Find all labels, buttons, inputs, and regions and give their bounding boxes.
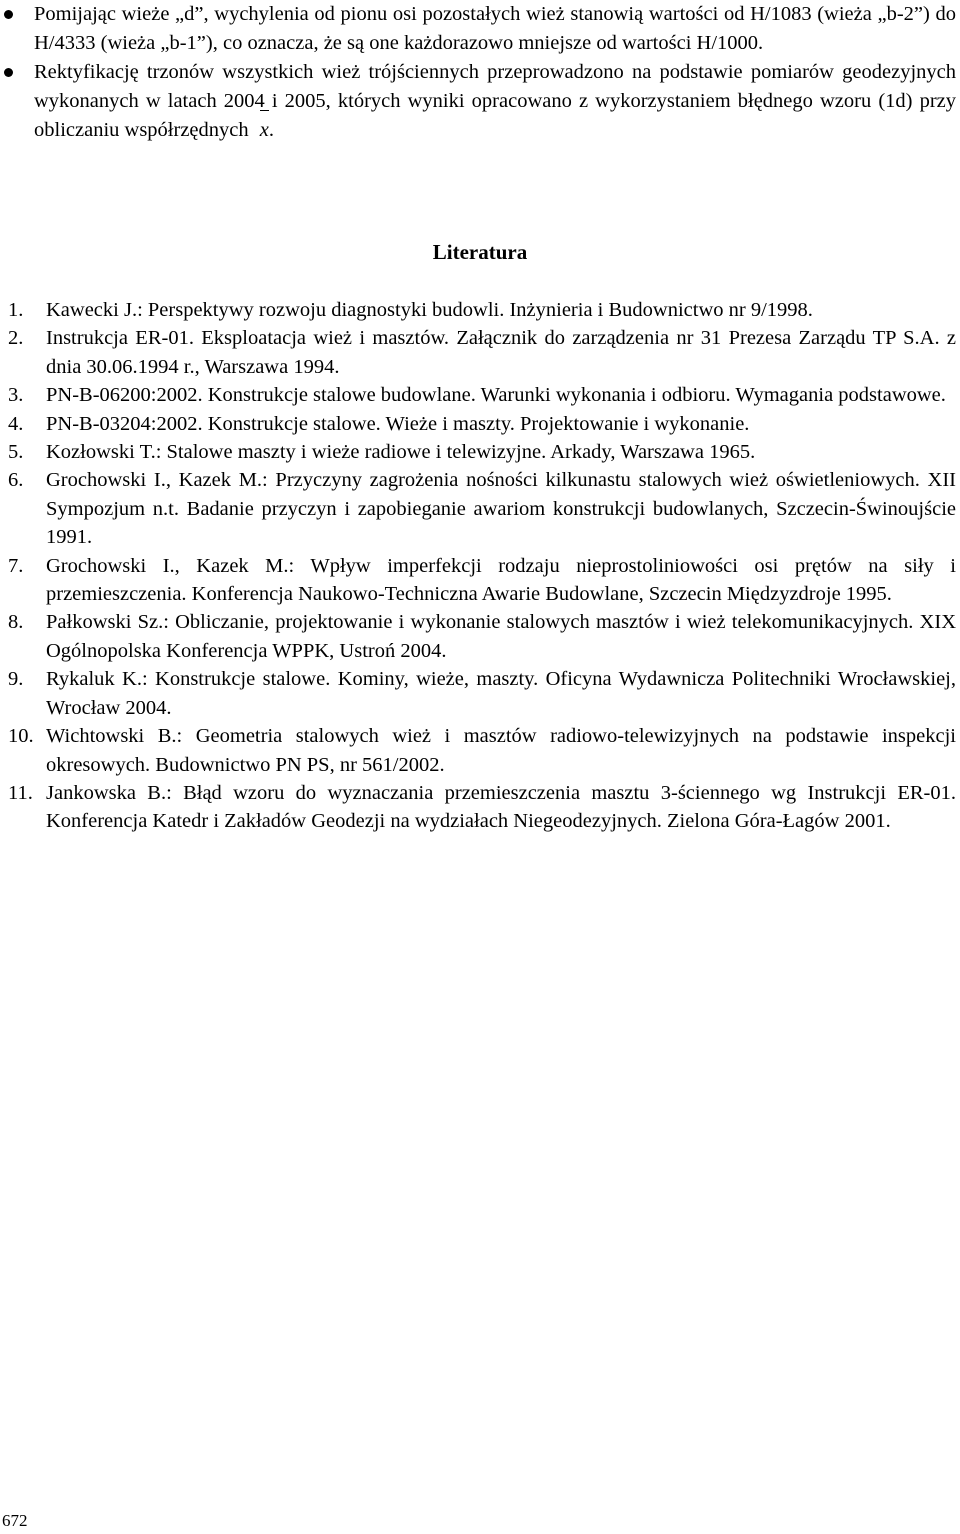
reference-text: Pałkowski Sz.: Obliczanie, projektowanie i wykonanie stalowych masztów i wież telekomunikacyjnych. XIX Ogólnopolska Konferencja WPPK, Ustroń 2004. (46, 611, 956, 662)
reference-text: Kawecki J.: Perspektywy rozwoju diagnostyki budowli. Inżynieria i Budownictwo nr 9/1998. (46, 299, 813, 321)
reference-item (0, 438, 960, 466)
reference-item (0, 665, 960, 722)
bullet-list (0, 0, 960, 145)
reference-text: Grochowski I., Kazek M.: Wpływ imperfekcji rodzaju nieprostoliniowości osi prętów na siły i przemieszczenia. Konferencja Naukowo-Techniczna Awarie Budowlane, Szczecin Międzyzdroje 1995. (46, 554, 956, 606)
reference-number: 1. (8, 299, 24, 321)
page-number: 672 (2, 1511, 28, 1530)
reference-number: 9. (8, 668, 24, 691)
reference-text: Instrukcja ER-01. Eksploatacja wież i masztów. Załącznik do zarządzenia nr 31 Prezesa Zarządu TP S.A. z dnia 30.06.1994 r., Warszawa 1994. (46, 327, 956, 378)
bullet-text: Rektyfikację trzonów wszystkich wież trójściennych przeprowadzono na podstawie pomiarów geodezyjnych wykonanych w latach 2004 i 2005, których wyniki opracowano z wykorzystaniem błędnego wzoru (1d) przy obliczaniu współrzędnych (34, 61, 956, 141)
reference-list (0, 296, 960, 836)
reference-number: 3. (8, 384, 24, 407)
reference-text: PN-B-06200:2002. Konstrukcje stalowe budowlane. Warunki wykonania i odbioru. Wymagania podstawowe. (46, 384, 946, 407)
reference-item (0, 296, 960, 324)
section-heading: Literatura (432, 240, 528, 264)
x-bar-symbol: x (260, 116, 269, 145)
reference-item (0, 466, 960, 551)
reference-number: 5. (8, 441, 24, 464)
reference-number: 10. (8, 725, 34, 748)
bullet-text: Pomijając wieże „d”, wychylenia od pionu osi pozostałych wież stanowią wartości od H/1083 (wieża „b-2”) do H/4333 (wieża „b-1”), co oznacza, że są one każdorazowo mniejsze od wartości H/1000. (34, 3, 956, 54)
reference-item (0, 779, 960, 836)
reference-item (0, 410, 960, 438)
reference-text: Rykaluk K.: Konstrukcje stalowe. Kominy, wieże, maszty. Oficyna Wydawnicza Politechniki Wrocławskiej, Wrocław 2004. (46, 668, 956, 719)
reference-number: 4. (8, 412, 24, 435)
bullet-dot-icon (4, 68, 13, 77)
reference-item (0, 722, 960, 779)
reference-item (0, 381, 960, 409)
reference-number: 6. (8, 469, 24, 492)
reference-text: PN-B-03204:2002. Konstrukcje stalowe. Wieże i maszty. Projektowanie i wykonanie. (46, 412, 750, 435)
reference-text: Kozłowski T.: Stalowe maszty i wieże radiowe i telewizyjne. Arkady, Warszawa 1965. (46, 441, 756, 464)
bullet-item (0, 58, 960, 145)
reference-item (0, 324, 960, 381)
reference-text: Wichtowski B.: Geometria stalowych wież i masztów radiowo-telewizyjnych na podstawie inspekcji okresowych. Budownictwo PN PS, nr 561/2002. (46, 725, 956, 776)
reference-number: 7. (8, 554, 24, 577)
reference-number: 2. (8, 327, 24, 350)
bullet-dot-icon (4, 10, 13, 19)
reference-item (0, 608, 960, 665)
reference-number: 8. (8, 611, 24, 634)
reference-item (0, 552, 960, 609)
reference-text: Jankowska B.: Błąd wzoru do wyznaczania przemieszczenia masztu 3-ściennego wg Instrukcji ER-01. Konferencja Katedr i Zakładów Geodezji na wydziałach Niegeodezyjnych. Zielona Góra-Łagów 2001. (46, 781, 956, 833)
bullet-end-punctuation: . (268, 119, 274, 141)
reference-text: Grochowski I., Kazek M.: Przyczyny zagrożenia nośności kilkunastu stalowych wież oświetleniowych. XII Sympozjum n.t. Badanie przyczyn i zapobieganie awariom konstrukcji budowlanych, Szczecin-Świnoujście 1991. (46, 469, 956, 549)
reference-number: 11. (8, 781, 33, 804)
bullet-item (0, 0, 960, 58)
